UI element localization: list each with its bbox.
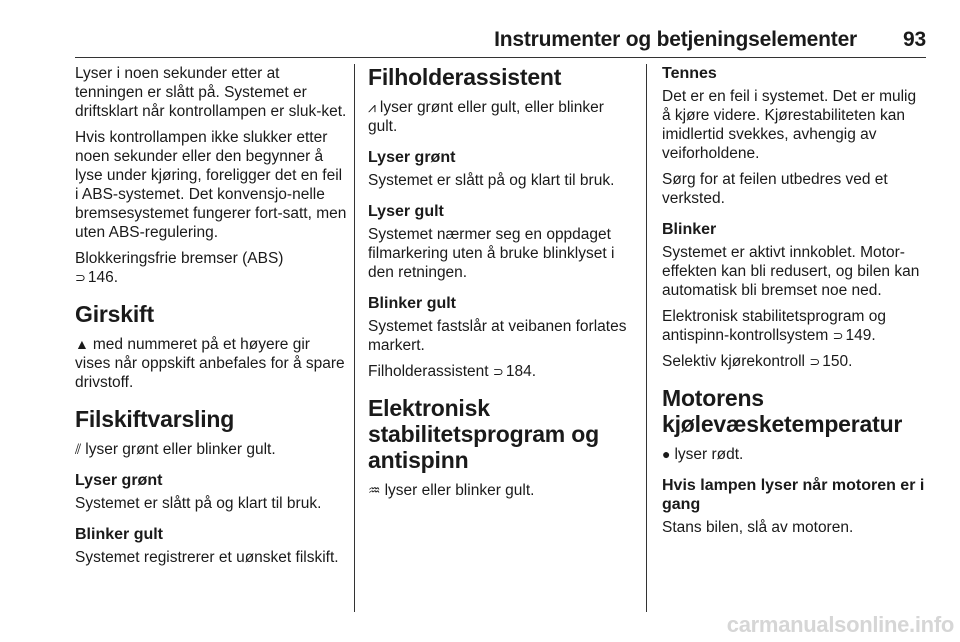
dot-icon: ● xyxy=(662,446,671,462)
page-title: Instrumenter og betjeningselementer xyxy=(494,28,858,51)
heading-tennes: Tennes xyxy=(662,65,717,82)
selektiv-reference-page[interactable]: 150. xyxy=(822,353,853,370)
filholder-reference-text: Filholderassistent xyxy=(368,363,489,380)
filholder-text: lyser grønt eller gult, eller blinker gult. xyxy=(368,99,604,135)
arrow-ref-icon: ⊃ xyxy=(832,328,844,343)
lyser-gront-text-1: Systemet er slått på og klart til bruk. xyxy=(75,495,322,512)
column-2 xyxy=(368,64,636,507)
header-rule xyxy=(75,57,926,58)
arrow-ref-icon: ⊃ xyxy=(492,364,504,379)
heading-filholderassistent: Filholderassistent xyxy=(368,64,562,90)
heading-lyser-gront-1: Lyser grønt xyxy=(75,472,163,489)
abs-paragraph-1: Lyser i noen sekunder etter at tenningen er slått på. Systemet er driftsklart når kontrollampen er sluk-ket. xyxy=(75,65,347,120)
heading-lyser-gult: Lyser gult xyxy=(368,203,444,220)
abs-reference-page[interactable]: 146. xyxy=(87,269,119,286)
arrow-ref-icon: ⊃ xyxy=(809,354,821,369)
heading-elektronisk: Elektronisk stabilitetsprogram og antispinn xyxy=(368,395,599,473)
column-divider-2 xyxy=(646,64,647,612)
selektiv-reference xyxy=(662,352,928,371)
esc-reference-text: Elektronisk stabilitetsprogram og antispinn-kontrollsystem xyxy=(662,308,886,344)
filskift-text: lyser grønt eller blinker gult. xyxy=(85,441,276,458)
arrow-ref-icon: ⊃ xyxy=(75,270,86,285)
elektronisk-text: lyser eller blinker gult. xyxy=(384,482,535,499)
hvis-text: Stans bilen, slå av motoren. xyxy=(662,519,854,536)
column-1 xyxy=(75,64,347,574)
filholder-paragraph xyxy=(368,98,636,136)
motorens-paragraph xyxy=(662,445,928,464)
watermark: carmanualsonline.info xyxy=(726,612,954,637)
lyser-gult-text: Systemet nærmer seg en oppdaget filmarkering uten å bruke blinklyset i den retningen. xyxy=(368,226,615,281)
girskift-text: med nummeret på et høyere gir vises når oppskift anbefales for å spare drivstoff. xyxy=(75,336,345,391)
heading-filskiftvarsling: Filskiftvarsling xyxy=(75,406,235,432)
heading-blinker-gult-2: Blinker gult xyxy=(368,295,457,312)
tennes-paragraph-1: Det er en feil i systemet. Det er mulig å kjøre videre. Kjørestabiliteten kan imidlertid svekkes, avhengig av veiforholdene. xyxy=(662,88,917,162)
heading-motorens: Motorens kjølevæsketemperatur xyxy=(662,385,903,437)
lane-departure-icon: ⫽ xyxy=(75,441,82,457)
column-divider-1 xyxy=(354,64,355,612)
blinker-paragraph: Systemet er aktivt innkoblet. Motor-effekten kan bli redusert, og bilen kan automatisk bli bremset noe ned. xyxy=(662,244,920,299)
heading-blinker-gult-1: Blinker gult xyxy=(75,526,164,543)
heading-hvis-lampen: Hvis lampen lyser når motoren er i gang xyxy=(662,477,925,513)
motorens-text: lyser rødt. xyxy=(674,446,744,463)
abs-paragraph-2: Hvis kontrollampen ikke slukker etter noen sekunder eller den begynner å lyse under kjøring, foreligger det en feil i ABS-systemet. Det konvensjo-nelle bremsesystemet fungerer fort-satt, men uten ABS-regulering. xyxy=(75,129,347,241)
blinker-gult-text-1: Systemet registrerer et uønsket filskift. xyxy=(75,549,339,566)
esc-icon: ♒ xyxy=(368,482,381,498)
abs-reference xyxy=(75,249,347,287)
filholder-reference xyxy=(368,362,636,381)
elektronisk-paragraph xyxy=(368,481,636,500)
filholder-reference-page[interactable]: 184. xyxy=(505,363,536,380)
heading-lyser-gront-2: Lyser grønt xyxy=(368,149,456,166)
esc-reference-page[interactable]: 149. xyxy=(845,327,876,344)
esc-reference xyxy=(662,307,928,345)
page-number: 93 xyxy=(903,28,926,51)
heading-blinker: Blinker xyxy=(662,221,717,238)
page-header xyxy=(494,28,926,52)
lyser-gront-text-2: Systemet er slått på og klart til bruk. xyxy=(368,172,615,189)
column-3 xyxy=(662,64,928,544)
triangle-up-icon: ▲ xyxy=(75,336,89,352)
lane-keep-assist-icon: ⩘ xyxy=(368,99,376,115)
tennes-paragraph-2: Sørg for at feilen utbedres ved et verksted. xyxy=(662,171,888,207)
girskift-paragraph xyxy=(75,335,347,392)
abs-reference-text: Blokkeringsfrie bremser (ABS) xyxy=(75,250,284,267)
selektiv-reference-text: Selektiv kjørekontroll xyxy=(662,353,805,370)
filskift-paragraph xyxy=(75,440,347,459)
heading-girskift: Girskift xyxy=(75,301,154,327)
blinker-gult-text-2: Systemet fastslår at veibanen forlates markert. xyxy=(368,318,627,354)
